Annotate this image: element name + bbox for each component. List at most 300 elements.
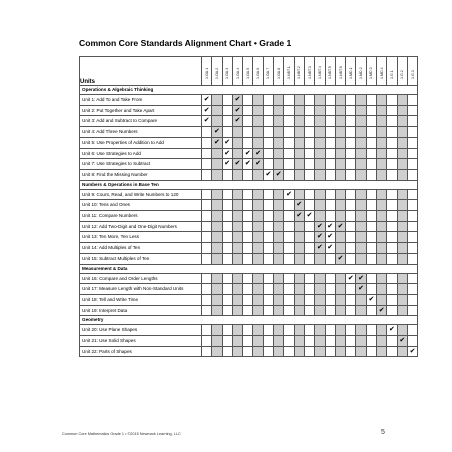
alignment-cell — [325, 336, 335, 347]
alignment-cell — [202, 232, 212, 243]
alignment-cell — [222, 200, 232, 211]
alignment-cell — [253, 243, 263, 254]
alignment-cell — [202, 294, 212, 305]
table-row — [80, 243, 418, 254]
table-row — [80, 325, 418, 336]
alignment-cell — [212, 253, 222, 264]
alignment-cell — [377, 211, 387, 222]
alignment-cell — [335, 284, 345, 295]
alignment-cell — [387, 127, 397, 138]
alignment-cell — [397, 253, 407, 264]
alignment-cell — [377, 105, 387, 116]
alignment-cell — [335, 211, 345, 222]
alignment-cell — [222, 169, 232, 180]
alignment-cell — [243, 294, 253, 305]
alignment-cell — [377, 189, 387, 200]
alignment-cell — [366, 305, 376, 316]
alignment-cell — [212, 211, 222, 222]
alignment-cell — [346, 116, 356, 127]
check-icon: ✔ — [253, 148, 263, 159]
alignment-cell — [397, 273, 407, 284]
alignment-cell — [263, 148, 273, 159]
alignment-cell — [222, 232, 232, 243]
alignment-cell — [346, 325, 356, 336]
alignment-cell — [397, 232, 407, 243]
unit-label: Unit 16: Compare and Order Lengths — [80, 273, 202, 284]
section-heading: Geometry — [80, 316, 418, 325]
alignment-cell — [222, 325, 232, 336]
alignment-cell — [253, 253, 263, 264]
check-icon: ✔ — [202, 95, 212, 106]
alignment-cell — [366, 253, 376, 264]
standard-code: 1.NBT.4 — [317, 66, 322, 79]
alignment-cell — [263, 253, 273, 264]
alignment-cell — [387, 243, 397, 254]
unit-label: Unit 1: Add To and Take From — [80, 95, 202, 106]
alignment-cell — [253, 305, 263, 316]
standard-code: 1.G.1 — [389, 70, 394, 79]
check-icon: ✔ — [304, 211, 314, 222]
alignment-cell — [387, 253, 397, 264]
alignment-cell — [346, 305, 356, 316]
alignment-cell — [294, 346, 304, 357]
alignment-cell — [253, 211, 263, 222]
alignment-cell — [263, 336, 273, 347]
alignment-cell — [377, 159, 387, 170]
alignment-cell — [222, 116, 232, 127]
alignment-cell — [294, 221, 304, 232]
chart-title: Common Core Standards Alignment Chart • Grade 1 — [79, 38, 292, 48]
alignment-cell — [212, 116, 222, 127]
alignment-cell — [397, 200, 407, 211]
alignment-cell — [407, 169, 417, 180]
alignment-cell — [356, 105, 366, 116]
alignment-cell — [294, 169, 304, 180]
alignment-cell — [315, 273, 325, 284]
alignment-cell — [387, 116, 397, 127]
alignment-cell — [387, 273, 397, 284]
alignment-cell — [202, 346, 212, 357]
alignment-cell — [294, 243, 304, 254]
alignment-cell — [397, 105, 407, 116]
alignment-cell — [274, 116, 284, 127]
standard-header — [284, 57, 294, 86]
alignment-cell — [284, 305, 294, 316]
alignment-cell — [222, 253, 232, 264]
alignment-cell — [274, 159, 284, 170]
alignment-cell — [407, 243, 417, 254]
alignment-cell — [243, 336, 253, 347]
alignment-cell — [325, 346, 335, 357]
table-row — [80, 273, 418, 284]
table-row — [80, 159, 418, 170]
standard-header — [325, 57, 335, 86]
alignment-cell — [346, 211, 356, 222]
alignment-cell — [294, 137, 304, 148]
alignment-cell — [274, 148, 284, 159]
check-icon: ✔ — [315, 243, 325, 254]
alignment-cell — [346, 105, 356, 116]
check-icon: ✔ — [397, 336, 407, 347]
alignment-cell — [202, 148, 212, 159]
alignment-cell — [335, 105, 345, 116]
alignment-cell — [397, 305, 407, 316]
alignment-cell — [304, 159, 314, 170]
check-icon: ✔ — [377, 305, 387, 316]
alignment-cell — [284, 105, 294, 116]
alignment-cell — [274, 137, 284, 148]
alignment-cell — [202, 211, 212, 222]
alignment-cell — [294, 232, 304, 243]
alignment-cell — [335, 137, 345, 148]
alignment-cell — [397, 169, 407, 180]
alignment-cell — [284, 325, 294, 336]
alignment-cell — [397, 127, 407, 138]
alignment-cell — [315, 169, 325, 180]
table-row — [80, 169, 418, 180]
alignment-cell — [346, 148, 356, 159]
alignment-cell — [294, 159, 304, 170]
alignment-cell — [284, 159, 294, 170]
table-row — [80, 346, 418, 357]
table-row — [80, 211, 418, 222]
alignment-cell — [263, 211, 273, 222]
alignment-cell — [346, 159, 356, 170]
alignment-cell — [263, 116, 273, 127]
alignment-cell — [366, 189, 376, 200]
unit-label: Unit 18: Tell and Write Time — [80, 294, 202, 305]
alignment-cell — [346, 294, 356, 305]
alignment-cell — [263, 243, 273, 254]
alignment-cell — [335, 294, 345, 305]
alignment-cell — [366, 346, 376, 357]
alignment-cell — [304, 189, 314, 200]
standard-header — [212, 57, 222, 86]
alignment-cell — [212, 243, 222, 254]
check-icon: ✔ — [253, 159, 263, 170]
alignment-cell — [407, 148, 417, 159]
alignment-cell — [274, 232, 284, 243]
alignment-cell — [232, 294, 242, 305]
alignment-cell — [356, 116, 366, 127]
alignment-cell — [397, 137, 407, 148]
alignment-cell — [304, 232, 314, 243]
alignment-cell — [253, 346, 263, 357]
check-icon: ✔ — [356, 273, 366, 284]
table-row — [80, 284, 418, 295]
alignment-cell — [325, 294, 335, 305]
standard-code: 1.MD.4 — [379, 67, 384, 79]
alignment-cell — [315, 346, 325, 357]
standard-header — [377, 57, 387, 86]
unit-label: Unit 10: Tens and Ones — [80, 200, 202, 211]
standard-code: 1.NBT.1 — [287, 66, 292, 79]
alignment-cell — [335, 189, 345, 200]
alignment-cell — [407, 284, 417, 295]
standard-code: 1.MD.1 — [348, 67, 353, 79]
alignment-cell — [407, 253, 417, 264]
unit-label: Unit 22: Parts of Shapes — [80, 346, 202, 357]
alignment-cell — [232, 325, 242, 336]
check-icon: ✔ — [294, 200, 304, 211]
table-row — [80, 148, 418, 159]
alignment-cell — [366, 325, 376, 336]
alignment-cell — [377, 294, 387, 305]
alignment-cell — [263, 127, 273, 138]
alignment-cell — [377, 273, 387, 284]
alignment-cell — [304, 253, 314, 264]
check-icon: ✔ — [212, 137, 222, 148]
alignment-cell — [274, 127, 284, 138]
standard-code: 1.OA.7 — [266, 67, 271, 79]
alignment-cell — [212, 95, 222, 106]
unit-label: Unit 12: Add Two-Digit and One-Digit Numbers — [80, 221, 202, 232]
alignment-cell — [304, 221, 314, 232]
check-icon: ✔ — [335, 221, 345, 232]
standard-header — [407, 57, 417, 86]
alignment-cell — [304, 336, 314, 347]
alignment-cell — [315, 95, 325, 106]
alignment-cell — [366, 169, 376, 180]
alignment-cell — [243, 95, 253, 106]
alignment-cell — [212, 232, 222, 243]
alignment-cell — [304, 137, 314, 148]
alignment-cell — [222, 305, 232, 316]
alignment-cell — [274, 105, 284, 116]
standard-code: 1.OA.4 — [235, 67, 240, 79]
alignment-cell — [202, 159, 212, 170]
alignment-cell — [212, 169, 222, 180]
alignment-cell — [315, 148, 325, 159]
alignment-cell — [202, 221, 212, 232]
alignment-cell — [274, 284, 284, 295]
alignment-cell — [335, 232, 345, 243]
alignment-cell — [356, 346, 366, 357]
unit-label: Unit 2: Put Together and Take Apart — [80, 105, 202, 116]
standard-code: 1.OA.2 — [214, 67, 219, 79]
standard-code: 1.OA.6 — [256, 67, 261, 79]
unit-label: Unit 4: Add Three Numbers — [80, 127, 202, 138]
alignment-cell — [304, 127, 314, 138]
alignment-cell — [304, 169, 314, 180]
alignment-cell — [366, 200, 376, 211]
alignment-cell — [356, 243, 366, 254]
alignment-cell — [377, 346, 387, 357]
standard-header — [253, 57, 263, 86]
alignment-cell — [232, 137, 242, 148]
section-heading: Measurement & Data — [80, 264, 418, 273]
alignment-cell — [366, 148, 376, 159]
alignment-cell — [335, 116, 345, 127]
alignment-cell — [315, 294, 325, 305]
alignment-cell — [284, 169, 294, 180]
check-icon: ✔ — [202, 105, 212, 116]
alignment-cell — [407, 232, 417, 243]
alignment-cell — [284, 127, 294, 138]
alignment-cell — [202, 273, 212, 284]
alignment-cell — [325, 95, 335, 106]
alignment-cell — [212, 336, 222, 347]
alignment-cell — [222, 284, 232, 295]
alignment-cell — [346, 95, 356, 106]
alignment-cell — [325, 105, 335, 116]
alignment-cell — [397, 159, 407, 170]
table-row — [80, 232, 418, 243]
alignment-cell — [335, 305, 345, 316]
alignment-cell — [377, 336, 387, 347]
alignment-cell — [356, 336, 366, 347]
alignment-cell — [294, 325, 304, 336]
standard-code: 1.OA.8 — [276, 67, 281, 79]
standard-header — [346, 57, 356, 86]
alignment-cell — [243, 200, 253, 211]
table-row — [80, 189, 418, 200]
check-icon: ✔ — [243, 148, 253, 159]
standard-header — [335, 57, 345, 86]
unit-label: Unit 8: Find the Missing Number — [80, 169, 202, 180]
alignment-cell — [232, 243, 242, 254]
alignment-cell — [263, 346, 273, 357]
alignment-cell — [222, 294, 232, 305]
alignment-cell — [202, 253, 212, 264]
alignment-cell — [274, 336, 284, 347]
standard-header — [243, 57, 253, 86]
alignment-cell — [407, 305, 417, 316]
alignment-cell — [304, 243, 314, 254]
standard-code: 1.NBT.5 — [328, 66, 333, 79]
alignment-cell — [212, 221, 222, 232]
alignment-cell — [377, 232, 387, 243]
unit-label: Unit 9: Count, Read, and Write Numbers to 120 — [80, 189, 202, 200]
alignment-cell — [243, 137, 253, 148]
alignment-cell — [346, 346, 356, 357]
alignment-cell — [294, 336, 304, 347]
alignment-cell — [335, 336, 345, 347]
alignment-cell — [377, 221, 387, 232]
alignment-cell — [315, 284, 325, 295]
alignment-cell — [304, 284, 314, 295]
standard-header — [274, 57, 284, 86]
alignment-cell — [335, 200, 345, 211]
unit-label: Unit 3: Add and Subtract to Compare — [80, 116, 202, 127]
alignment-cell — [335, 325, 345, 336]
alignment-cell — [284, 137, 294, 148]
standard-code: 1.NBT.2 — [297, 66, 302, 79]
alignment-cell — [304, 200, 314, 211]
check-icon: ✔ — [387, 325, 397, 336]
alignment-cell — [212, 148, 222, 159]
alignment-cell — [356, 127, 366, 138]
check-icon: ✔ — [212, 127, 222, 138]
alignment-cell — [222, 243, 232, 254]
alignment-cell — [366, 232, 376, 243]
alignment-cell — [304, 95, 314, 106]
alignment-cell — [346, 243, 356, 254]
alignment-cell — [253, 232, 263, 243]
standard-code: 1.NBT.3 — [307, 66, 312, 79]
alignment-cell — [304, 346, 314, 357]
alignment-cell — [356, 169, 366, 180]
alignment-cell — [346, 189, 356, 200]
alignment-cell — [325, 200, 335, 211]
alignment-cell — [263, 305, 273, 316]
alignment-cell — [243, 273, 253, 284]
alignment-cell — [222, 105, 232, 116]
header-row — [80, 57, 418, 86]
alignment-cell — [232, 189, 242, 200]
alignment-cell — [335, 127, 345, 138]
alignment-cell — [377, 127, 387, 138]
alignment-cell — [366, 243, 376, 254]
alignment-cell — [397, 346, 407, 357]
check-icon: ✔ — [315, 232, 325, 243]
table-row — [80, 253, 418, 264]
alignment-cell — [356, 232, 366, 243]
footer-credit: Common Core Mathematics Grade 1 • ©2015 Newmark Learning, LLC — [62, 432, 181, 436]
alignment-cell — [315, 137, 325, 148]
alignment-cell — [356, 189, 366, 200]
alignment-cell — [377, 243, 387, 254]
alignment-cell — [356, 137, 366, 148]
alignment-cell — [274, 325, 284, 336]
alignment-cell — [202, 127, 212, 138]
unit-label: Unit 14: Add Multiples of Ten — [80, 243, 202, 254]
table-row — [80, 105, 418, 116]
alignment-cell — [407, 159, 417, 170]
alignment-cell — [346, 221, 356, 232]
alignment-cell — [346, 232, 356, 243]
alignment-cell — [274, 273, 284, 284]
unit-label: Unit 17: Measure Length with Non-Standard Units — [80, 284, 202, 295]
alignment-cell — [202, 325, 212, 336]
check-icon: ✔ — [232, 95, 242, 106]
alignment-cell — [294, 116, 304, 127]
standard-code: 1.G.2 — [400, 70, 405, 79]
alignment-cell — [232, 253, 242, 264]
unit-label: Unit 7: Use Strategies to Subtract — [80, 159, 202, 170]
page-number: 5 — [381, 429, 385, 436]
alignment-cell — [253, 127, 263, 138]
table-row — [80, 95, 418, 106]
check-icon: ✔ — [335, 253, 345, 264]
alignment-cell — [263, 294, 273, 305]
alignment-cell — [315, 325, 325, 336]
alignment-cell — [243, 284, 253, 295]
alignment-cell — [212, 325, 222, 336]
alignment-cell — [253, 116, 263, 127]
alignment-cell — [315, 253, 325, 264]
alignment-cell — [366, 284, 376, 295]
standard-header — [387, 57, 397, 86]
alignment-cell — [202, 137, 212, 148]
alignment-cell — [243, 346, 253, 357]
alignment-cell — [263, 159, 273, 170]
alignment-cell — [387, 336, 397, 347]
alignment-cell — [274, 294, 284, 305]
alignment-cell — [356, 253, 366, 264]
alignment-cell — [407, 325, 417, 336]
alignment-cell — [397, 95, 407, 106]
alignment-cell — [212, 159, 222, 170]
alignment-cell — [304, 148, 314, 159]
alignment-cell — [397, 284, 407, 295]
alignment-cell — [284, 200, 294, 211]
alignment-cell — [232, 200, 242, 211]
alignment-cell — [284, 346, 294, 357]
check-icon: ✔ — [274, 169, 284, 180]
check-icon: ✔ — [243, 159, 253, 170]
alignment-cell — [325, 127, 335, 138]
